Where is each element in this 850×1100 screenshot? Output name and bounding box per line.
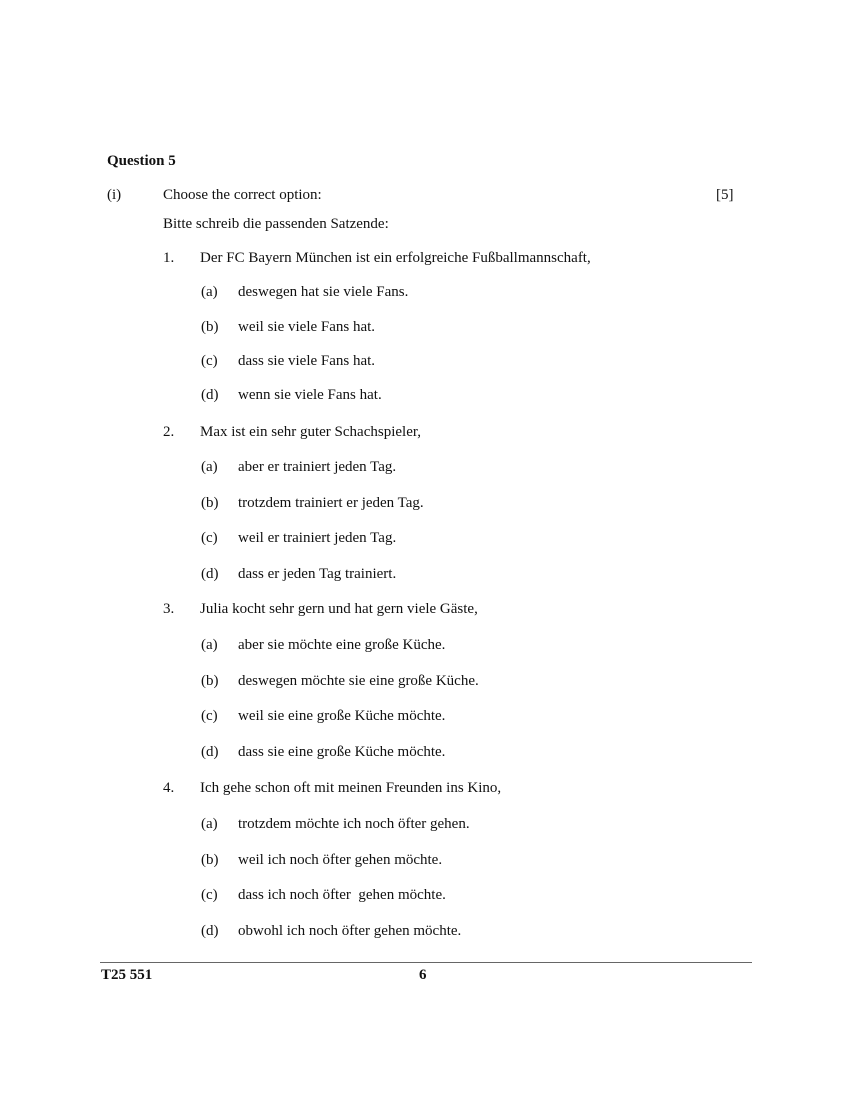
part-instruction: Choose the correct option: bbox=[163, 187, 322, 203]
item-1-option-d-label: (d) bbox=[201, 387, 219, 403]
part-subinstruction: Bitte schreib die passenden Satzende: bbox=[163, 216, 389, 232]
item-1-number: 1. bbox=[163, 250, 175, 266]
item-3-stem: Julia kocht sehr gern und hat gern viele Gäste, bbox=[200, 601, 478, 617]
item-1-option-d-text[interactable]: wenn sie viele Fans hat. bbox=[238, 387, 382, 403]
item-3-option-a-text[interactable]: aber sie möchte eine große Küche. bbox=[238, 637, 446, 653]
marks: [5] bbox=[716, 187, 734, 203]
item-2-option-c-text[interactable]: weil er trainiert jeden Tag. bbox=[238, 530, 397, 546]
item-3-option-d-text[interactable]: dass sie eine große Küche möchte. bbox=[238, 744, 446, 760]
item-1-option-a-text[interactable]: deswegen hat sie viele Fans. bbox=[238, 284, 409, 300]
item-1-option-c-label: (c) bbox=[201, 353, 218, 369]
item-4-option-d-text[interactable]: obwohl ich noch öfter gehen möchte. bbox=[238, 923, 462, 939]
item-3-option-b-text[interactable]: deswegen möchte sie eine große Küche. bbox=[238, 673, 479, 689]
item-4-number: 4. bbox=[163, 780, 175, 796]
item-4-option-d-label: (d) bbox=[201, 923, 219, 939]
item-4-option-a-label: (a) bbox=[201, 816, 218, 832]
item-1-option-a-label: (a) bbox=[201, 284, 218, 300]
item-2-option-a-text[interactable]: aber er trainiert jeden Tag. bbox=[238, 459, 397, 475]
item-3-option-a-label: (a) bbox=[201, 637, 218, 653]
item-3-option-c-label: (c) bbox=[201, 708, 218, 724]
item-4-option-c-label: (c) bbox=[201, 887, 218, 903]
question-title: Question 5 bbox=[107, 153, 176, 169]
item-3-option-d-label: (d) bbox=[201, 744, 219, 760]
footer-rule bbox=[100, 962, 752, 963]
item-1-option-c-text[interactable]: dass sie viele Fans hat. bbox=[238, 353, 376, 369]
part-number: (i) bbox=[107, 187, 122, 203]
item-2-option-b-text[interactable]: trotzdem trainiert er jeden Tag. bbox=[238, 495, 424, 511]
item-1-option-b-text[interactable]: weil sie viele Fans hat. bbox=[238, 319, 376, 335]
item-4-option-c-text[interactable]: dass ich noch öfter gehen möchte. bbox=[238, 887, 446, 903]
item-2-option-c-label: (c) bbox=[201, 530, 218, 546]
item-4-stem: Ich gehe schon oft mit meinen Freunden ins Kino, bbox=[200, 780, 502, 796]
item-2-number: 2. bbox=[163, 424, 175, 440]
item-1-stem: Der FC Bayern München ist ein erfolgreiche Fußballmannschaft, bbox=[200, 250, 591, 266]
item-2-option-d-text[interactable]: dass er jeden Tag trainiert. bbox=[238, 566, 397, 582]
footer-code: T25 551 bbox=[101, 967, 153, 983]
item-3-option-b-label: (b) bbox=[201, 673, 219, 689]
item-2-option-a-label: (a) bbox=[201, 459, 218, 475]
page-number: 6 bbox=[419, 967, 427, 983]
item-4-option-b-label: (b) bbox=[201, 852, 219, 868]
item-2-option-d-label: (d) bbox=[201, 566, 219, 582]
item-2-stem: Max ist ein sehr guter Schachspieler, bbox=[200, 424, 422, 440]
item-3-option-c-text[interactable]: weil sie eine große Küche möchte. bbox=[238, 708, 446, 724]
item-1-option-b-label: (b) bbox=[201, 319, 219, 335]
item-2-option-b-label: (b) bbox=[201, 495, 219, 511]
item-4-option-a-text[interactable]: trotzdem möchte ich noch öfter gehen. bbox=[238, 816, 470, 832]
item-4-option-b-text[interactable]: weil ich noch öfter gehen möchte. bbox=[238, 852, 443, 868]
item-3-number: 3. bbox=[163, 601, 175, 617]
